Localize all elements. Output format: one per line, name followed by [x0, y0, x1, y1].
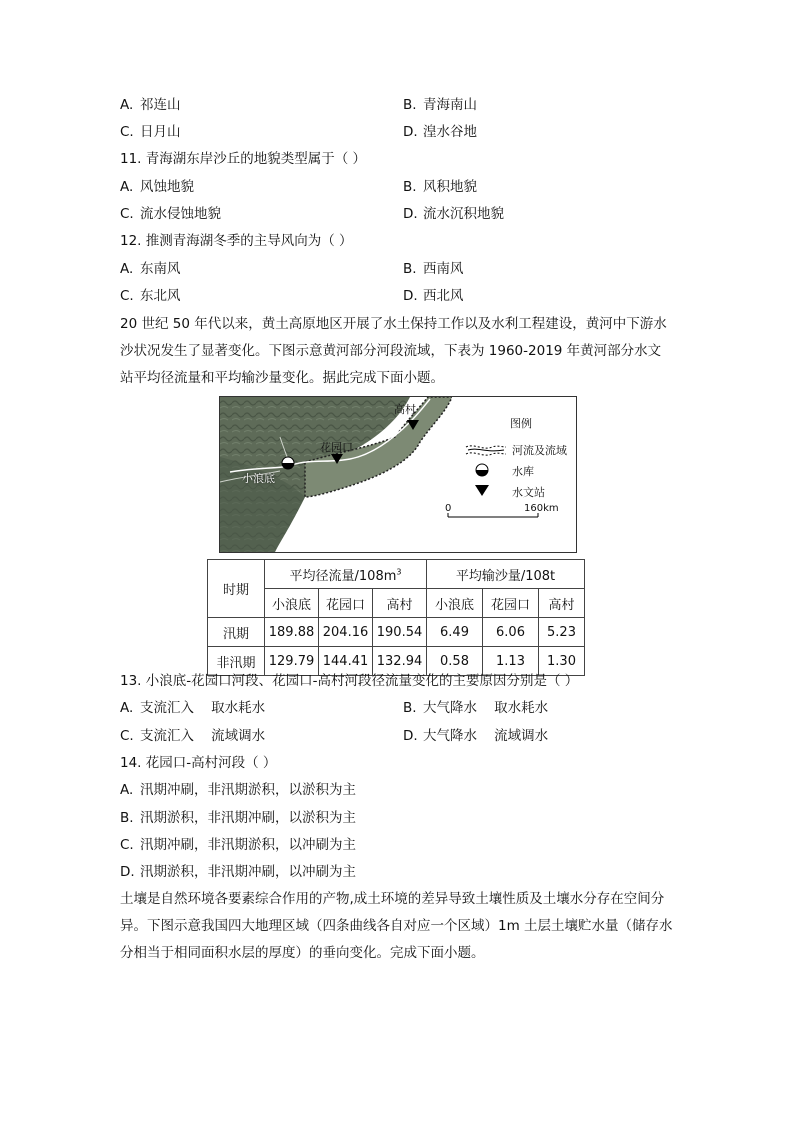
scale-start: 0 — [445, 503, 452, 514]
sediment-cell: 1.13 — [483, 647, 539, 676]
runoff-cell: 132.94 — [373, 647, 427, 676]
label-xiaolangdi: 小浪底 — [242, 472, 275, 485]
table-row — [208, 618, 585, 647]
label-gaocun: 高村 — [394, 403, 416, 416]
header-sediment: 平均输沙量/108t — [427, 560, 585, 589]
header-runoff: 平均径流量$/108m^3$ — [265, 560, 427, 589]
q14-option-a: A. 汛期冲刷，非汛期淤积，以淤积为主 — [120, 782, 356, 798]
header-period: 时期 — [208, 560, 265, 618]
runoff-cell: 129.79 — [265, 647, 319, 676]
sediment-cell: 0.58 — [427, 647, 483, 676]
q13-option-d: D. 大气降水 流域调水 — [403, 728, 549, 744]
q13-stem: 13. 小浪底-花园口河段、花园口-高村河段径流量变化的主要原因分别是（ ） — [120, 673, 579, 689]
sediment-cell: 6.49 — [427, 618, 483, 647]
q10-option-c: C. 日月山 — [120, 124, 181, 140]
station-header: 高村 — [373, 589, 427, 618]
runoff-cell: 190.54 — [373, 618, 427, 647]
station-header: 花园口 — [483, 589, 539, 618]
q14-stem: 14. 花园口-高村河段（ ） — [120, 755, 277, 771]
q13-option-c: C. 支流汇入 流域调水 — [120, 728, 266, 744]
q13-option-b: B. 大气降水 取水耗水 — [403, 700, 549, 716]
q12-option-a: A. 东南风 — [120, 261, 181, 277]
q11-option-b: B. 风积地貌 — [403, 179, 477, 195]
row-period: 汛期 — [208, 618, 265, 647]
legend-title: 图例 — [510, 417, 532, 430]
q14-option-b: B. 汛期淤积，非汛期冲刷，以淤积为主 — [120, 810, 356, 826]
station-header: 小浪底 — [265, 589, 319, 618]
q11-option-c: C. 流水侵蚀地貌 — [120, 206, 221, 222]
sediment-cell: 6.06 — [483, 618, 539, 647]
legend-station-label: 水文站 — [512, 486, 545, 499]
legend-reservoir-label: 水库 — [512, 465, 534, 478]
q11-option-a: A. 风蚀地貌 — [120, 179, 194, 195]
station-header: 花园口 — [319, 589, 373, 618]
row-period: 非汛期 — [208, 647, 265, 676]
station-header: 高村 — [539, 589, 585, 618]
legend-river-label: 河流及流域 — [512, 444, 567, 457]
station-header: 小浪底 — [427, 589, 483, 618]
yellow-river-map — [219, 396, 577, 553]
q14-option-d: D. 汛期淤积，非汛期冲刷，以冲刷为主 — [120, 864, 356, 880]
runoff-cell: 144.41 — [319, 647, 373, 676]
sediment-cell: 5.23 — [539, 618, 585, 647]
q10-option-a: A. 祁连山 — [120, 97, 181, 113]
sediment-cell: 1.30 — [539, 647, 585, 676]
q10-option-d: D. 湟水谷地 — [403, 124, 477, 140]
scale-end: 160km — [524, 503, 559, 514]
q12-option-b: B. 西南风 — [403, 261, 464, 277]
runoff-cell: 204.16 — [319, 618, 373, 647]
intro-soil: 土壤是自然环境各要素综合作用的产物,成土环境的差异导致土壤性质及土壤水分存在空间分异。下图示意我国四大地理区域（四条曲线各自对应一个区域）1m 土层土壤贮水量（储存水分相当于相同面积水层的厚度）的垂向变化。完成下面小题。 — [120, 891, 673, 961]
q10-option-b: B. 青海南山 — [403, 97, 477, 113]
q12-stem: 12. 推测青海湖冬季的主导风向为（ ） — [120, 233, 353, 249]
q12-option-d: D. 西北风 — [403, 288, 464, 304]
reservoir-xiaolangdi-icon — [282, 457, 294, 469]
runoff-cell: 189.88 — [265, 618, 319, 647]
label-huayuankou: 花园口 — [320, 441, 353, 454]
hydrology-table — [207, 559, 585, 676]
q13-option-a: A. 支流汇入 取水耗水 — [120, 700, 266, 716]
q14-option-c: C. 汛期冲刷，非汛期淤积，以冲刷为主 — [120, 837, 356, 853]
legend-reservoir-icon — [476, 464, 488, 476]
q12-option-c: C. 东北风 — [120, 288, 181, 304]
q11-option-d: D. 流水沉积地貌 — [403, 206, 504, 222]
intro-yellow-river: 20 世纪 50 年代以来，黄土高原地区开展了水土保持工作以及水利工程建设，黄河中下游水沙状况发生了显著变化。下图示意黄河部分河段流域，下表为 1960-2019 年黄河部分水文站平均径流量和平均输沙量变化。据此完成下面小题。 — [120, 316, 667, 386]
q11-stem: 11. 青海湖东岸沙丘的地貌类型属于（ ） — [120, 151, 367, 167]
